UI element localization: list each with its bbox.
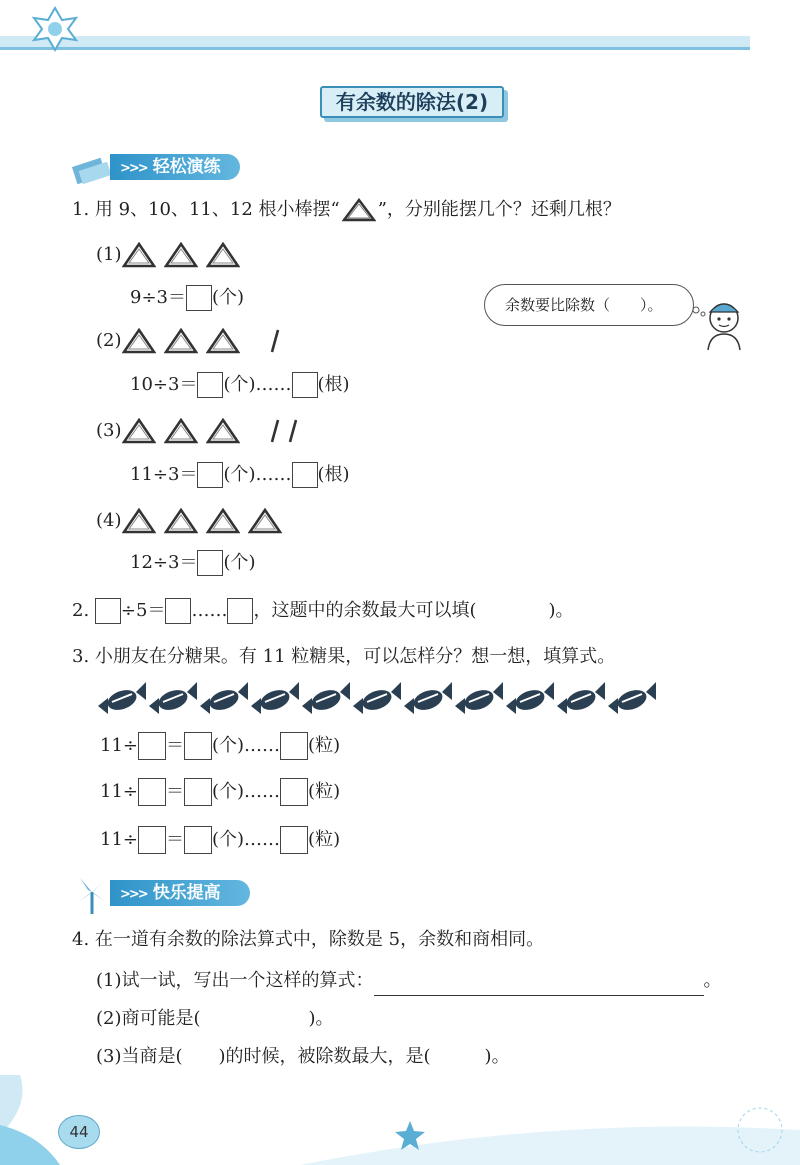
answer-box[interactable]	[138, 778, 166, 806]
answer-box[interactable]	[165, 598, 191, 624]
candy-icon	[149, 682, 197, 714]
part-equation: 12÷3＝ (个)	[130, 548, 256, 578]
question-3-prompt: 3. 小朋友在分糖果。有 11 粒糖果，可以怎样分？想一想，填算式。	[72, 646, 616, 667]
question-2: 2. ÷5＝ …… ，这题中的余数最大可以填( )。	[72, 596, 574, 626]
part-label: (3)	[96, 420, 122, 441]
stick-triangle-icon	[342, 198, 376, 222]
answer-box[interactable]	[292, 372, 318, 398]
answer-box[interactable]	[138, 826, 166, 854]
header-decoration	[0, 0, 800, 60]
division-row: 11÷ ＝ (个)…… (粒)	[100, 825, 340, 855]
stick-triangle-icon	[122, 417, 156, 445]
boy-icon	[690, 292, 756, 352]
candy-icon	[98, 682, 146, 714]
answer-box[interactable]	[197, 550, 223, 576]
answer-box[interactable]	[186, 285, 212, 311]
stick-triangle-icon	[206, 241, 240, 269]
stick-icon	[270, 327, 280, 355]
answer-box[interactable]	[280, 826, 308, 854]
answer-box[interactable]	[280, 778, 308, 806]
answer-box[interactable]	[184, 732, 212, 760]
stick-icon	[288, 417, 298, 445]
answer-box[interactable]	[227, 598, 253, 624]
question-4-part-2: (2)商可能是( )。	[96, 1008, 334, 1029]
candy-icon	[506, 682, 554, 714]
candy-icon	[404, 682, 452, 714]
stick-triangle-icon	[122, 327, 156, 355]
question-1-prompt: 1. 用 9、10、11、12 根小棒摆“ ”，分别能摆几个？还剩几根？	[72, 199, 621, 220]
part-label: (4)	[96, 510, 122, 531]
division-row: 11÷ ＝ (个)…… (粒)	[100, 777, 340, 807]
candy-icon	[302, 682, 350, 714]
answer-line[interactable]	[374, 975, 704, 996]
answer-box[interactable]	[280, 732, 308, 760]
part-label: (2)	[96, 330, 122, 351]
part-equation: 10÷3＝ (个)…… (根)	[130, 370, 350, 400]
section-title: 轻松演练	[152, 157, 221, 177]
question-4-part-3: (3)当商是( )的时候，被除数最大，是( )。	[96, 1046, 510, 1067]
answer-box[interactable]	[184, 826, 212, 854]
division-row: 11÷ ＝ (个)…… (粒)	[100, 731, 340, 761]
answer-box[interactable]	[197, 372, 223, 398]
stick-triangle-icon	[206, 507, 240, 535]
candy-row	[98, 680, 668, 716]
candy-icon	[353, 682, 401, 714]
part-equation: 9÷3＝ (个)	[130, 283, 244, 313]
part-figure	[96, 240, 248, 270]
stick-triangle-icon	[164, 241, 198, 269]
page-title: 有余数的除法(2)	[320, 86, 504, 118]
question-4-part-1: (1)试一试，写出一个这样的算式： 。	[96, 966, 722, 996]
stick-triangle-icon	[164, 327, 198, 355]
candy-icon	[557, 682, 605, 714]
stick-triangle-icon	[248, 507, 282, 535]
stick-triangle-icon	[206, 327, 240, 355]
candy-icon	[251, 682, 299, 714]
part-equation: 11÷3＝ (个)…… (根)	[130, 460, 350, 490]
answer-box[interactable]	[138, 732, 166, 760]
part-figure	[96, 416, 306, 446]
part-figure	[96, 326, 288, 356]
stick-triangle-icon	[122, 241, 156, 269]
windmill-icon	[72, 872, 112, 916]
answer-box[interactable]	[197, 462, 223, 488]
hint-bubble: 余数要比除数（ ）。	[484, 284, 694, 326]
question-4-prompt: 4. 在一道有余数的除法算式中，除数是 5，余数和商相同。	[72, 929, 545, 950]
answer-box[interactable]	[292, 462, 318, 488]
candy-icon	[455, 682, 503, 714]
stick-triangle-icon	[206, 417, 240, 445]
stick-icon	[270, 417, 280, 445]
stick-triangle-icon	[122, 507, 156, 535]
arrows-icon: >>>	[120, 161, 147, 176]
arrows-icon: >>>	[120, 887, 147, 902]
stick-triangle-icon	[164, 507, 198, 535]
answer-box[interactable]	[184, 778, 212, 806]
candy-icon	[200, 682, 248, 714]
candy-icon	[608, 682, 656, 714]
answer-box[interactable]	[95, 598, 121, 624]
part-figure	[96, 506, 290, 536]
stick-triangle-icon	[164, 417, 198, 445]
page-number: 44	[58, 1115, 100, 1149]
part-label: (1)	[96, 244, 122, 265]
footer-decoration	[0, 1075, 800, 1165]
section-title: 快乐提高	[152, 883, 221, 903]
